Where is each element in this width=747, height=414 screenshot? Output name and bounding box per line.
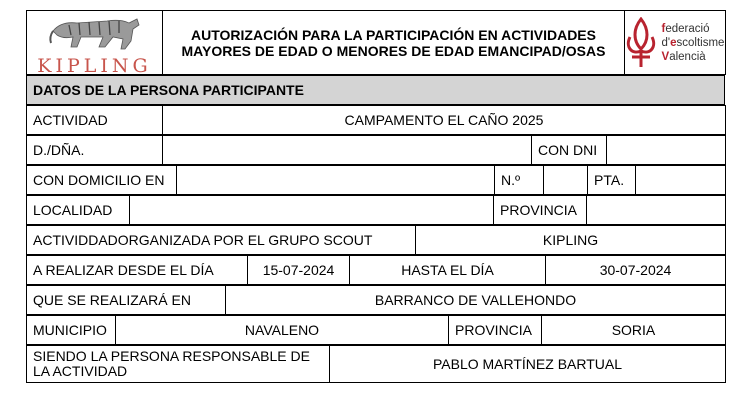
fev-initial-e: e: [670, 36, 677, 49]
domicilio-label: CON DOMICILIO EN: [27, 166, 177, 195]
provincia-label: PROVINCIA: [494, 196, 587, 225]
fleur-de-lis-icon: [626, 17, 656, 69]
grupo-label: ACTIVIDDADORGANIZADA POR EL GRUPO SCOUT: [27, 226, 416, 255]
desde-field[interactable]: 15-07-2024: [248, 256, 350, 285]
fev-logo-cell: [625, 11, 726, 75]
provincia2-field[interactable]: SORIA: [542, 316, 726, 345]
municipio-field[interactable]: NAVALENO: [116, 316, 449, 345]
lugar-field[interactable]: BARRANCO DE VALLEHONDO: [226, 286, 726, 315]
row-fechas: [26, 255, 726, 285]
fev-text-escoltisme: scoltisme: [676, 36, 725, 49]
fev-text-valencia: alencià: [669, 50, 706, 63]
row-localidad: [26, 195, 726, 225]
dni-label: CON DNI: [532, 136, 607, 165]
dni-field[interactable]: [607, 136, 726, 165]
grupo-field[interactable]: KIPLING: [416, 226, 726, 255]
fev-initial-v: V: [661, 50, 670, 63]
row-municipio: [26, 315, 726, 345]
tiger-icon: [47, 11, 143, 53]
pta-field[interactable]: [636, 166, 726, 195]
section-header-table: [26, 75, 725, 105]
fev-text-d: d': [661, 36, 671, 49]
row-dona: [26, 135, 726, 165]
row-lugar: [26, 285, 726, 315]
form-table: [26, 10, 726, 75]
lugar-label: QUE SE REALIZARÁ EN: [27, 286, 226, 315]
hasta-label: HASTA EL DÍA: [350, 256, 546, 285]
title-line-1: AUTORIZACIÓN PARA LA PARTICIPACIÓN EN ACTIVIDADES: [191, 26, 596, 43]
row-grupo: [26, 225, 726, 255]
dona-field[interactable]: [163, 136, 532, 165]
numero-label: N.º: [495, 166, 544, 195]
desde-label: A REALIZAR DESDE EL DÍA: [27, 256, 248, 285]
localidad-label: LOCALIDAD: [27, 196, 130, 225]
section-title: DATOS DE LA PERSONA PARTICIPANTE: [27, 76, 725, 105]
responsable-field[interactable]: PABLO MARTÍNEZ BARTUAL: [330, 346, 726, 383]
actividad-field[interactable]: CAMPAMENTO EL CAÑO 2025: [163, 106, 726, 135]
pta-label: PTA.: [588, 166, 636, 195]
fev-logo: [625, 17, 725, 69]
row-domicilio: [26, 165, 726, 195]
fev-wordmark: [662, 22, 725, 64]
fev-text-federacio: ederació: [665, 22, 710, 35]
localidad-field[interactable]: [130, 196, 494, 225]
title-line-2: MAYORES DE EDAD O MENORES DE EDAD EMANCIPAD/OSAS: [181, 42, 606, 59]
document-title: [163, 11, 625, 75]
kipling-logo: [27, 11, 163, 75]
responsable-label: SIENDO LA PERSONA RESPONSABLE DE LA ACTIVIDAD: [27, 346, 330, 383]
kipling-wordmark: KIPLING: [37, 55, 152, 75]
dona-label: D./DÑA.: [27, 136, 163, 165]
actividad-label: ACTIVIDAD: [27, 106, 163, 135]
municipio-label: MUNICIPIO: [27, 316, 116, 345]
domicilio-field[interactable]: [177, 166, 495, 195]
provincia2-label: PROVINCIA: [449, 316, 542, 345]
row-actividad: [26, 105, 726, 135]
row-responsable: [26, 345, 726, 383]
provincia-field[interactable]: [587, 196, 726, 225]
hasta-field[interactable]: 30-07-2024: [546, 256, 726, 285]
fev-initial-f: f: [661, 22, 666, 35]
header-row: [27, 11, 726, 75]
numero-field[interactable]: [544, 166, 588, 195]
authorization-form: [26, 10, 725, 383]
